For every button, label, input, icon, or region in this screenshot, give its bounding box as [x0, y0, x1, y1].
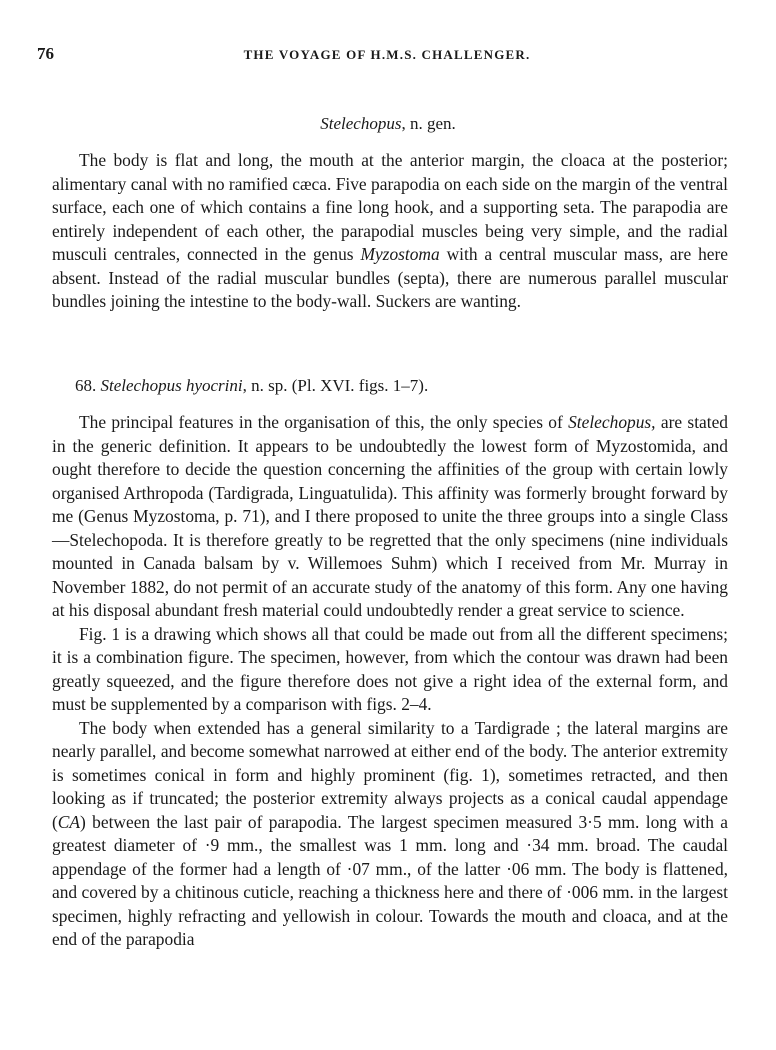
- species-number: 68.: [75, 376, 101, 395]
- paragraph-3: [52, 717, 728, 952]
- paragraph-1-text-a: The principal features in the organisation of this, the only species of: [79, 412, 569, 432]
- paragraph-3-italic: CA: [57, 811, 81, 832]
- page-header: [37, 44, 737, 70]
- genus-description: [52, 149, 728, 314]
- genus-description-text-1: The body is flat and long, the mouth at the anterior margin, the cloaca at the posterior; alimentary canal with no ramified cæca. Five parapodia on each side on the margin of the ventral surface, each one of which contains a fine long hook, and a supporting seta. The parapodia are entirely independent of each other, the parapodial muscles being very simple, and the radial musculi centrales, connected in the genus: [52, 150, 728, 264]
- genus-suffix: , n. gen.: [401, 114, 456, 133]
- genus-description-text-2: with a central muscular mass, are here absent. Instead of the radial muscular bundles (septa), there are numerous parallel muscular bundles joining the intestine to the body-wall. Suckers are wanting.: [52, 244, 728, 311]
- genus-description-italic: Myzostoma: [360, 244, 440, 264]
- genus-description-paragraph: [52, 149, 728, 314]
- genus-heading: [0, 114, 776, 134]
- paragraph-1-text-b: are stated in the generic definition. It appears to be undoubtedly the lowest form of Myzostomida, and ought therefore to decide the question concerning the affinities of the group with certain lowly organised Arthropoda (Tardigrada, Linguatulida). This affinity was formerly brought forward by me (Genus Myzostoma, p. 71), and I there proposed to unite the three groups into a single Class—Stelechopoda. It is therefore greatly to be regretted that the only specimens (nine individuals mounted in Canada balsam by v. Willemoes Suhm) which I received from Mr. Murray in November 1882, do not permit of an accurate study of the anatomy of this form. Any one having at his disposal abundant fresh material could undoubtedly render a great service to science.: [52, 412, 728, 620]
- species-heading: [75, 376, 428, 396]
- species-suffix: , n. sp. (Pl. XVI. figs. 1–7).: [242, 376, 429, 395]
- paragraph-1-italic: Stelechopus,: [568, 412, 656, 432]
- species-name: Stelechopus hyocrini: [100, 376, 243, 395]
- page-number: 76: [37, 44, 54, 63]
- species-body: [52, 411, 728, 952]
- paragraph-1: [52, 411, 728, 623]
- paragraph-3-text-a: The body when extended has a general similarity to a Tardigrade ; the lateral margins are nearly parallel, and become somewhat narrowed at either end of the body. The anterior extremity is sometimes conical in form and highly prominent (fig. 1), sometimes retracted, and then looking as if truncated; the posterior extremity always projects as a conical caudal appendage (: [52, 717, 728, 832]
- running-title: THE VOYAGE OF H.M.S. CHALLENGER.: [243, 47, 531, 62]
- genus-name: Stelechopus: [320, 114, 402, 133]
- paragraph-2: Fig. 1 is a drawing which shows all that could be made out from all the different specimens; it is a combination figure. The specimen, however, from which the contour was drawn had been greatly squeezed, and the figure therefore does not give a right idea of the external form, and must be supplemented by a comparison with figs. 2–4.: [52, 623, 728, 714]
- paragraph-3-text-b: ) between the last pair of parapodia. The largest specimen measured 3·5 mm. long with a greatest diameter of ·9 mm., the smallest was 1 mm. long and ·34 mm. broad. The caudal appendage of the former had a length of ·07 mm., of the latter ·06 mm. The body is flattened, and covered by a chitinous cuticle, reaching a thickness here and there of ·006 mm. in the largest specimen, highly refracting and yellowish in colour. Towards the mouth and cloaca, and at the end of the parapodia: [52, 811, 728, 949]
